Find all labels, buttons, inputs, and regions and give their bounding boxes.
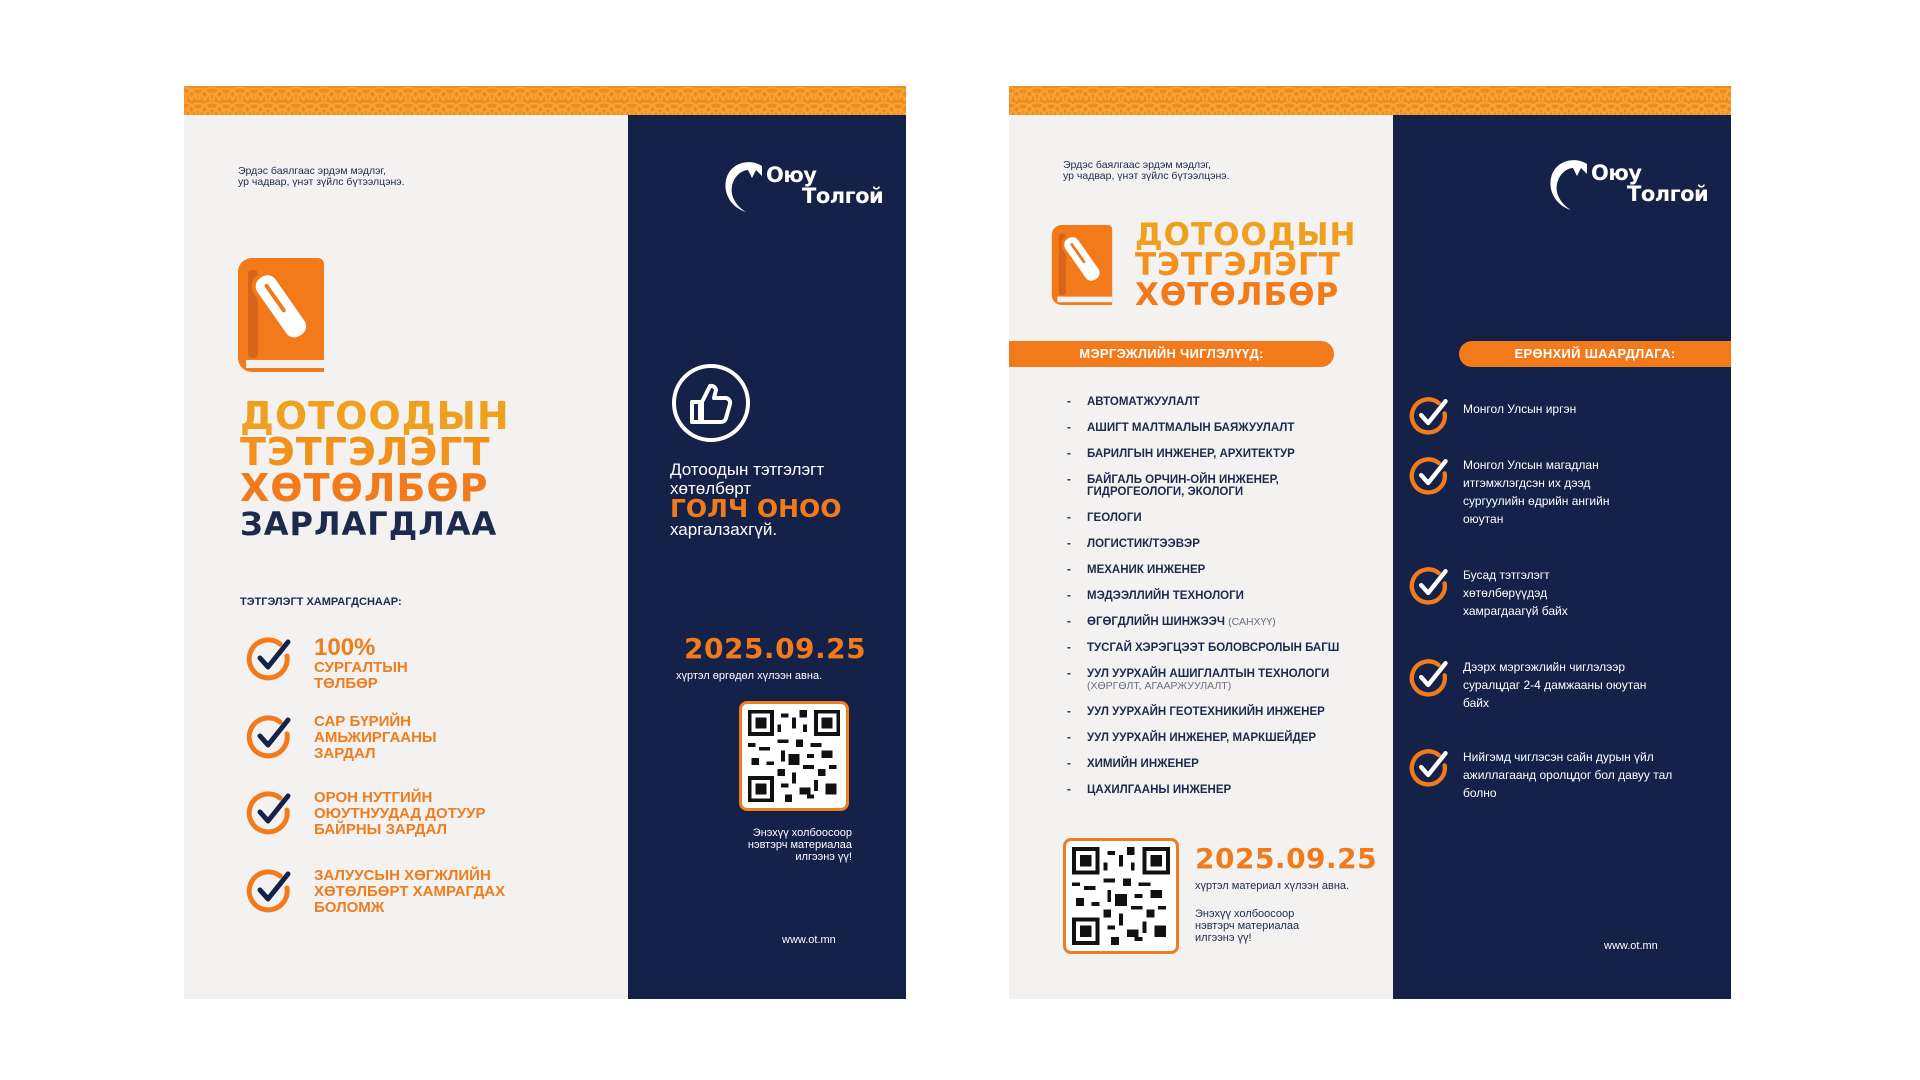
qr-code[interactable] — [1063, 838, 1179, 954]
tagline: Эрдэс баялгаас эрдэм мэдлэг, ур чадвар, үнэт зүйлс бүтээлцэнэ. — [238, 165, 405, 188]
qr-code-icon — [748, 710, 840, 802]
requirement-item: Монгол Улсын магадлан итгэмжлэгдсэн их дээд сургуулийн өдрийн ангийн оюутан — [1409, 456, 1643, 528]
qr-code-icon — [1072, 847, 1170, 945]
qr-caption: Энэхүү холбоосоор нэвтэрч материалаа илгээнэ үү! — [1195, 908, 1300, 944]
deadline-date: 2025.09.25 — [684, 632, 867, 665]
list-item: - МЭДЭЭЛЛИЙН ТЕХНОЛОГИ — [1067, 590, 1367, 616]
book-pencil-icon — [234, 254, 328, 376]
check-circle-icon — [246, 868, 292, 914]
check-circle-icon — [1409, 566, 1449, 606]
requirement-item: Бусад тэтгэлэгт хөтөлбөрүүдэд хамрагдаагүй байх — [1409, 566, 1593, 620]
list-item: - УУЛ УУРХАЙН ИНЖЕНЕР, МАРКШЕЙДЕР — [1067, 732, 1367, 758]
list-item: - ТУСГАЙ ХЭРЭГЦЭЭТ БОЛОВСРОЛЫН БАГШ — [1067, 642, 1367, 668]
check-circle-icon — [246, 714, 292, 760]
benefit-item: ОРОН НУТГИЙН ОЮУТНУУДАД ДОТУУР БАЙРНЫ ЗАРДАЛ — [246, 790, 514, 838]
decorative-pattern-bar — [1009, 86, 1731, 115]
camel-logo-icon — [722, 156, 766, 216]
requirement-item: Нийгэмд чиглэсэн сайн дурын үйл ажиллагаанд оролцдог бол давуу тал болно — [1409, 748, 1673, 802]
list-item: - ХИМИЙН ИНЖЕНЕР — [1067, 758, 1367, 784]
list-item: - БАРИЛГЫН ИНЖЕНЕР, АРХИТЕКТУР — [1067, 448, 1367, 474]
deadline-caption: хүртэл өргөдөл хүлээн авна. — [676, 670, 823, 682]
poster-right — [1009, 86, 1731, 999]
oyu-tolgoi-logo: Оюу Толгой — [1547, 154, 1708, 214]
list-item: - ГЕОЛОГИ — [1067, 512, 1367, 538]
requirement-item: Монгол Улсын иргэн — [1409, 396, 1663, 436]
check-circle-icon — [246, 636, 292, 682]
list-item: - МЕХАНИК ИНЖЕНЕР — [1067, 564, 1367, 590]
website-link[interactable]: www.ot.mn — [1604, 940, 1658, 952]
requirement-item: Дээрх мэргэжлийн чиглэлээр суралцдаг 2-4 дамжааны оюутан байх — [1409, 658, 1653, 712]
book-pencil-icon — [1049, 222, 1115, 308]
tagline: Эрдэс баялгаас эрдэм мэдлэг, ур чадвар, үнэт зүйлс бүтээлцэнэ. — [1063, 159, 1230, 182]
check-circle-icon — [1409, 658, 1449, 698]
list-item: - ЦАХИЛГААНЫ ИНЖЕНЕР — [1067, 784, 1367, 810]
main-title: ДОТООДЫН ТЭТГЭЛЭГТ ХӨТӨЛБӨР ЗАРЛАГДЛАА — [240, 394, 510, 543]
navy-side-panel — [1393, 115, 1731, 999]
list-item: - ЛОГИСТИК/ТЭЭВЭР — [1067, 538, 1367, 564]
oyu-tolgoi-logo: Оюу Толгой — [722, 156, 883, 216]
main-title: ДОТООДЫН ТЭТГЭЛЭГТ ХӨТӨЛБӨР — [1135, 217, 1357, 313]
specialties-list — [1067, 396, 1367, 810]
deadline-caption: хүртэл материал хүлээн авна. — [1195, 880, 1350, 892]
thumbs-up-icon — [670, 362, 752, 444]
qr-code[interactable] — [739, 701, 849, 811]
deadline-date: 2025.09.25 — [1195, 842, 1378, 875]
specialties-heading: МЭРГЭЖЛИЙН ЧИГЛЭЛҮҮД: — [1009, 341, 1334, 367]
benefit-item: ЗАЛУУСЫН ХӨГЖЛИЙН ХӨТӨЛБӨРТ ХАМРАГДАХ БОЛОМЖ — [246, 868, 534, 916]
requirements-heading: ЕРӨНХИЙ ШААРДЛАГА: — [1459, 341, 1731, 367]
qr-caption: Энэхүү холбоосоор нэвтэрч материалаа илгээнэ үү! — [747, 827, 852, 863]
benefit-item: САР БҮРИЙН АМЬЖИРГААНЫ ЗАРДАЛ — [246, 714, 464, 762]
decorative-pattern-bar — [184, 86, 906, 115]
list-item: - ӨГӨГДЛИЙН ШИНЖЭЭЧ (САНХҮҮ) — [1067, 616, 1367, 642]
list-item: - УУЛ УУРХАЙН ГЕОТЕХНИКИЙН ИНЖЕНЕР — [1067, 706, 1367, 732]
thumb-message: Дотоодын тэтгэлэгт хөтөлбөрт ГОЛЧ ОНОО харгалзахгүй. — [670, 460, 842, 539]
list-item: - АШИГТ МАЛТМАЛЫН БАЯЖУУЛАЛТ — [1067, 422, 1367, 448]
website-link[interactable]: www.ot.mn — [782, 934, 836, 946]
camel-logo-icon — [1547, 154, 1591, 214]
coverage-label: ТЭТГЭЛЭГТ ХАМРАГДСНААР: — [240, 596, 402, 608]
benefit-item: 100% СУРГАЛТЫН ТӨЛБӨР — [246, 636, 434, 692]
check-circle-icon — [1409, 748, 1449, 788]
list-item: - АВТОМАТЖУУЛАЛТ — [1067, 396, 1367, 422]
list-item: - БАЙГАЛЬ ОРЧИН-ОЙН ИНЖЕНЕР, ГИДРОГЕОЛОГИ, ЭКОЛОГИ — [1067, 474, 1367, 512]
check-circle-icon — [1409, 396, 1449, 436]
check-circle-icon — [246, 790, 292, 836]
navy-side-panel — [628, 115, 906, 999]
poster-left — [184, 86, 906, 999]
list-item: - УУЛ УУРХАЙН АШИГЛАЛТЫН ТЕХНОЛОГИ (ХӨРГӨЛТ, АГААРЖУУЛАЛТ) — [1067, 668, 1367, 706]
check-circle-icon — [1409, 456, 1449, 496]
